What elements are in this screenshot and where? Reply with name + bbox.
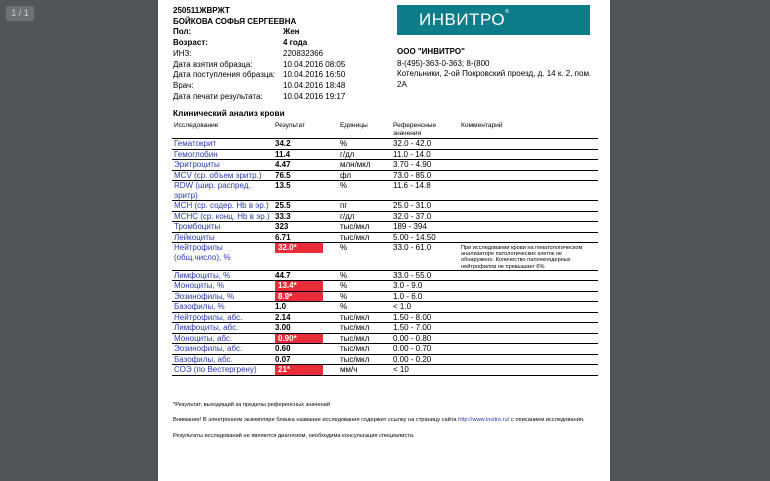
reference-range: 1.50 - 7.00: [391, 323, 459, 334]
table-header: [172, 121, 598, 139]
reference-range: 33.0 - 61.0: [391, 243, 459, 271]
test-name[interactable]: Базофилы, %: [172, 302, 273, 313]
comment: [459, 160, 598, 171]
result-value: 0.60: [273, 344, 338, 355]
reference-range: 5.00 - 14.50: [391, 232, 459, 243]
lab-info: [397, 47, 597, 90]
comment: [459, 291, 598, 302]
result-value: 76.5: [273, 170, 338, 181]
disclaimer: Результаты исследований не являются диагнозом, необходима консультация специалиста.: [173, 433, 415, 439]
table-row: [172, 170, 598, 181]
table-row: [172, 270, 598, 281]
test-name[interactable]: Лимфоциты, %: [172, 270, 273, 281]
comment: [459, 333, 598, 344]
test-name[interactable]: Моноциты, абс.: [172, 333, 273, 344]
test-name[interactable]: Нейтрофилы, абс.: [172, 312, 273, 323]
result-value: 33.3: [273, 211, 338, 222]
test-name[interactable]: MCH (ср. содер. Hb в эр.): [172, 201, 273, 212]
table-row: [172, 222, 598, 233]
test-name[interactable]: Эритроциты: [172, 160, 273, 171]
units: млн/мкл: [338, 160, 391, 171]
result-value: 25.5: [273, 201, 338, 212]
comment: [459, 181, 598, 201]
comment: [459, 365, 598, 376]
comment: [459, 170, 598, 181]
field-value: Жен: [283, 27, 300, 37]
patient-fields: [173, 27, 383, 102]
test-name[interactable]: Лимфоциты, абс.: [172, 323, 273, 334]
flagged-value: 32.0*: [275, 243, 323, 253]
table-row: [172, 181, 598, 201]
field-value: 10.04.2016 19:17: [283, 91, 346, 101]
patient-name: БОЙКОВА СОФЬЯ СЕРГЕЕВНА: [173, 16, 297, 26]
table-row: [172, 323, 598, 334]
field-label: ИНЗ:: [173, 48, 192, 58]
table-row: [172, 281, 598, 292]
reference-range: 1.0 - 6.0: [391, 291, 459, 302]
table-row: [172, 312, 598, 323]
reference-range: 32.0 - 42.0: [391, 139, 459, 150]
reference-range: 0.00 - 0.80: [391, 333, 459, 344]
field-value: 4 года: [283, 38, 308, 48]
result-value: 13.5: [273, 181, 338, 201]
invitro-logo: ИНВИТРО®: [397, 5, 590, 35]
units: пг: [338, 201, 391, 212]
reference-range: 32.0 - 37.0: [391, 211, 459, 222]
test-name[interactable]: Нейтрофилы (общ.число), %: [172, 243, 273, 271]
table-row: [172, 291, 598, 302]
result-value: 6.71: [273, 232, 338, 243]
test-name[interactable]: MCHC (ср. конц. Hb в эр.): [172, 211, 273, 222]
units: фл: [338, 170, 391, 181]
result-value: 0.07: [273, 354, 338, 365]
comment: [459, 211, 598, 222]
field-value: 10.04.2016 08:05: [283, 59, 346, 69]
table-row: [172, 333, 598, 344]
reference-range: 33.0 - 55.0: [391, 270, 459, 281]
lab-address: Котельники, 2-ой Покровский проезд, д. 14 к. 2, пом. 2А: [397, 69, 592, 89]
comment: [459, 232, 598, 243]
units: тыс/мкл: [338, 232, 391, 243]
reference-range: 1.50 - 8.00: [391, 312, 459, 323]
reference-range: < 10: [391, 365, 459, 376]
result-value: [273, 281, 338, 292]
header-test: Исследование: [172, 121, 273, 139]
patient-info: [173, 6, 383, 102]
comment: [459, 302, 598, 313]
flagged-value: 0.90*: [275, 334, 323, 344]
lab-name: ООО "ИНВИТРО": [397, 47, 465, 56]
result-value: 11.4: [273, 149, 338, 160]
table-row: [172, 149, 598, 160]
field-value: 10.04.2016 16:50: [283, 70, 346, 80]
test-name[interactable]: Лейкоциты: [172, 232, 273, 243]
test-name[interactable]: Базофилы, абс.: [172, 354, 273, 365]
order-id: 250511ЖВРЖТ: [173, 6, 230, 15]
comment: [459, 281, 598, 292]
units: тыс/мкл: [338, 344, 391, 355]
comment: [459, 312, 598, 323]
result-value: [273, 291, 338, 302]
test-name[interactable]: Эозинофилы, %: [172, 291, 273, 302]
comment: [459, 139, 598, 150]
reference-range: < 1.0: [391, 302, 459, 313]
table-row: [172, 243, 598, 271]
comment: [459, 222, 598, 233]
reference-range: 11.6 - 14.8: [391, 181, 459, 201]
result-value: 3.00: [273, 323, 338, 334]
header-comment: Комментарий: [459, 121, 598, 139]
units: %: [338, 302, 391, 313]
reference-range: 3.0 - 9.0: [391, 281, 459, 292]
result-value: 4.47: [273, 160, 338, 171]
field-label: Дата поступления образца:: [173, 70, 276, 80]
test-name[interactable]: СОЭ (по Вестергрену): [172, 365, 273, 376]
flagged-value: 21*: [275, 365, 323, 375]
test-name[interactable]: Гематокрит: [172, 139, 273, 150]
header-reference: Референсные значения: [391, 121, 459, 139]
table-row: [172, 354, 598, 365]
units: тыс/мкл: [338, 354, 391, 365]
test-name[interactable]: Эозинофилы, абс.: [172, 344, 273, 355]
units: мм/ч: [338, 365, 391, 376]
units: %: [338, 243, 391, 271]
result-value: 2.14: [273, 312, 338, 323]
test-name[interactable]: RDW (шир. распред. эритр): [172, 181, 273, 201]
table-row: [172, 201, 598, 212]
table-row: [172, 344, 598, 355]
comment: [459, 323, 598, 334]
result-value: [273, 243, 338, 271]
comment: [459, 270, 598, 281]
field-value: 220832366: [283, 48, 324, 58]
field-value: 10.04.2016 18:48: [283, 80, 346, 90]
table-row: [172, 160, 598, 171]
reference-range: 11.0 - 14.0: [391, 149, 459, 160]
field-label: Дата взятия образца:: [173, 59, 253, 69]
lab-phone: 8-(495)-363-0-363; 8-(800: [397, 58, 490, 68]
units: %: [338, 281, 391, 292]
result-value: 323: [273, 222, 338, 233]
units: тыс/мкл: [338, 312, 391, 323]
units: г/дл: [338, 149, 391, 160]
field-label: Врач:: [173, 80, 194, 90]
result-value: 44.7: [273, 270, 338, 281]
test-name[interactable]: Моноциты, %: [172, 281, 273, 292]
units: тыс/мкл: [338, 222, 391, 233]
units: %: [338, 291, 391, 302]
field-label: Пол:: [173, 27, 192, 37]
units: %: [338, 139, 391, 150]
reference-range: 73.0 - 85.0: [391, 170, 459, 181]
test-name[interactable]: Гемоглобин: [172, 149, 273, 160]
units: %: [338, 181, 391, 201]
reference-range: 0.00 - 0.20: [391, 354, 459, 365]
result-value: 34.2: [273, 139, 338, 150]
units: тыс/мкл: [338, 333, 391, 344]
comment: [459, 149, 598, 160]
comment: [459, 201, 598, 212]
units: %: [338, 270, 391, 281]
footnote: *Результат, выходящий за пределы референсных значений: [173, 402, 330, 408]
result-value: [273, 333, 338, 344]
table-row: [172, 139, 598, 150]
reference-range: 0.00 - 0.70: [391, 344, 459, 355]
page-counter: 1 / 1: [6, 6, 34, 21]
comment: [459, 344, 598, 355]
units: тыс/мкл: [338, 323, 391, 334]
result-value: 1.0: [273, 302, 338, 313]
table-row: [172, 211, 598, 222]
test-name[interactable]: MCV (ср. объем эритр.): [172, 170, 273, 181]
reference-range: 25.0 - 31.0: [391, 201, 459, 212]
header-units: Единицы: [338, 121, 391, 139]
result-value: [273, 365, 338, 376]
test-name[interactable]: Тромбоциты: [172, 222, 273, 233]
flagged-value: 13.4*: [275, 281, 323, 291]
field-label: Дата печати результата:: [173, 91, 263, 101]
header-result: Результат: [273, 121, 338, 139]
comment: При исследовании крови на гематологическом анализаторе патологических клеток не обнаружено. Количество палочкоядерных нейтрофилов не превышает 6%: [459, 243, 598, 271]
document-page: [158, 0, 610, 481]
results-table: [172, 121, 598, 376]
field-label: Возраст:: [173, 38, 208, 48]
reference-range: 3.70 - 4.90: [391, 160, 459, 171]
table-row: [172, 365, 598, 376]
invitro-link[interactable]: http://www.invitro.ru/: [458, 417, 510, 423]
flagged-value: 8.9*: [275, 292, 323, 302]
section-title: Клинический анализ крови: [173, 108, 285, 118]
reference-range: 189 - 394: [391, 222, 459, 233]
table-row: [172, 232, 598, 243]
units: г/дл: [338, 211, 391, 222]
table-row: [172, 302, 598, 313]
comment: [459, 354, 598, 365]
attention-note: Внимание! В электронном экземпляре бланка название исследования содержит ссылку на страницу сайта http://www.invitro.ru/ с описанием исследования.: [173, 417, 585, 423]
